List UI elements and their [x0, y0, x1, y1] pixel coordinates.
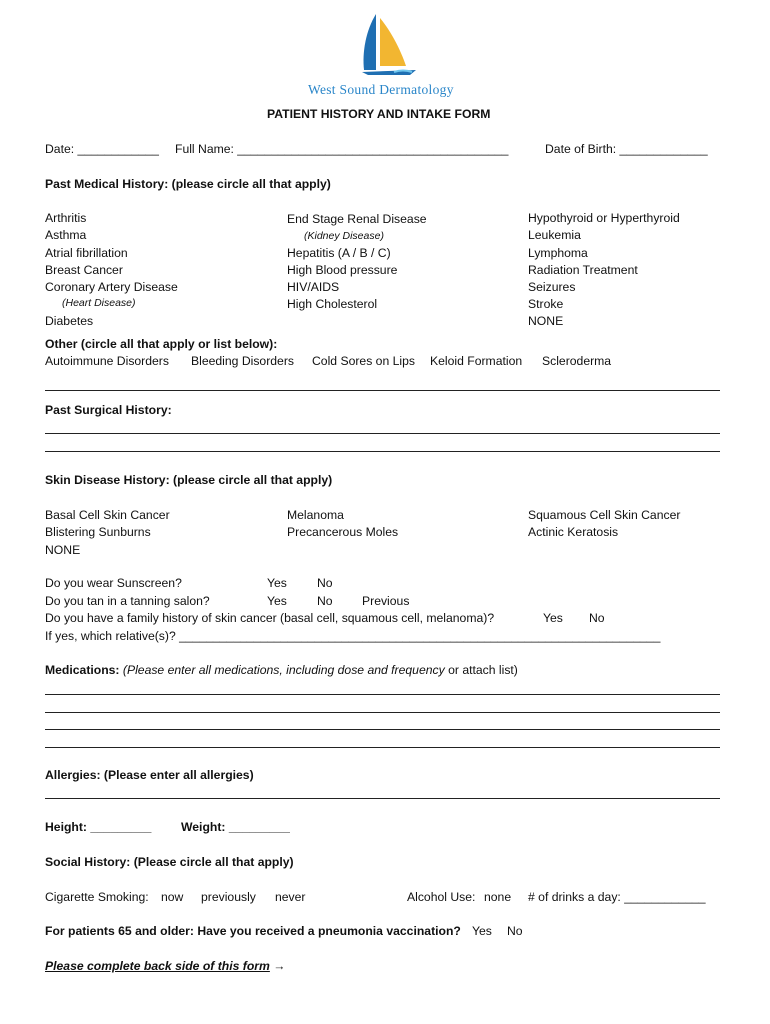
pmh-col1-item[interactable]: Arthritis [45, 211, 87, 225]
social-heading: Social History: (Please circle all that apply) [45, 855, 294, 869]
other-item[interactable]: Scleroderma [542, 354, 612, 368]
pneumonia-question: For patients 65 and older: Have you received a pneumonia vaccination? [45, 924, 461, 938]
sailboat-logo-icon [360, 12, 420, 76]
surgical-write-line[interactable] [45, 451, 720, 452]
pmh-col3-item[interactable]: NONE [528, 314, 564, 328]
date-field[interactable]: Date: ____________ [45, 142, 159, 156]
pmh-col3-item[interactable]: Leukemia [528, 228, 581, 242]
logo-text: West Sound Dermatology [308, 82, 454, 97]
skin-heading: Skin Disease History: (please circle all that apply) [45, 473, 333, 487]
form-title: PATIENT HISTORY AND INTAKE FORM [267, 107, 491, 121]
other-item[interactable]: Cold Sores on Lips [312, 354, 415, 368]
smoking-option[interactable]: never [275, 890, 306, 904]
other-heading: Other (circle all that apply or list below): [45, 337, 278, 351]
sunscreen-no[interactable]: No [317, 576, 333, 590]
medications-write-line[interactable] [45, 729, 720, 730]
medications-note: (Please enter all medications, including dose and frequency [122, 663, 445, 677]
skin-col2-item[interactable]: Melanoma [287, 508, 344, 522]
medications-heading-row [45, 663, 518, 677]
skin-col1-item[interactable]: NONE [45, 543, 81, 557]
family-history-question: Do you have a family history of skin cancer (basal cell, squamous cell, melanoma)? [45, 611, 495, 625]
other-item[interactable]: Keloid Formation [430, 354, 523, 368]
skin-col1-item[interactable]: Blistering Sunburns [45, 525, 151, 539]
height-field[interactable]: Height: _________ [45, 820, 152, 834]
surgical-heading: Past Surgical History: [45, 403, 172, 417]
pmh-col3-item[interactable]: Stroke [528, 297, 564, 311]
other-item[interactable]: Bleeding Disorders [191, 354, 294, 368]
family-history-yes[interactable]: Yes [543, 611, 563, 625]
sunscreen-question: Do you wear Sunscreen? [45, 576, 182, 590]
smoking-label: Cigarette Smoking: [45, 890, 149, 904]
medications-write-line[interactable] [45, 747, 720, 748]
full-name-field[interactable]: Full Name: ________________________________________ [175, 142, 509, 156]
weight-field[interactable]: Weight: _________ [181, 820, 290, 834]
pmh-col1-item[interactable]: Atrial fibrillation [45, 246, 128, 260]
pmh-col1-item[interactable]: Asthma [45, 228, 87, 242]
back-side-note [45, 959, 285, 973]
logo [360, 12, 420, 76]
tanning-yes[interactable]: Yes [267, 594, 287, 608]
pneumonia-yes[interactable]: Yes [472, 924, 492, 938]
smoking-option[interactable]: now [161, 890, 184, 904]
pneumonia-no[interactable]: No [507, 924, 523, 938]
pmh-col3-item[interactable]: Hypothyroid or Hyperthyroid [528, 211, 680, 225]
skin-col3-item[interactable]: Squamous Cell Skin Cancer [528, 508, 681, 522]
pmh-col1-note: (Heart Disease) [62, 297, 136, 309]
family-history-no[interactable]: No [589, 611, 605, 625]
pmh-col1-item[interactable]: Diabetes [45, 314, 94, 328]
pmh-col3-item[interactable]: Seizures [528, 280, 576, 294]
pmh-col2-note: (Kidney Disease) [304, 230, 384, 242]
arrow-right-icon: → [273, 959, 286, 973]
other-write-line[interactable] [45, 390, 720, 391]
dob-field[interactable]: Date of Birth: _____________ [545, 142, 708, 156]
smoking-option[interactable]: previously [201, 890, 256, 904]
sunscreen-yes[interactable]: Yes [267, 576, 287, 590]
alcohol-none[interactable]: none [484, 890, 512, 904]
skin-col3-item[interactable]: Actinic Keratosis [528, 525, 619, 539]
other-item[interactable]: Autoimmune Disorders [45, 354, 169, 368]
pmh-col2-item[interactable]: HIV/AIDS [287, 280, 340, 294]
medications-write-line[interactable] [45, 694, 720, 695]
skin-col2-item[interactable]: Precancerous Moles [287, 525, 399, 539]
medications-write-line[interactable] [45, 712, 720, 713]
tanning-previous[interactable]: Previous [362, 594, 410, 608]
pmh-col3-item[interactable]: Lymphoma [528, 246, 588, 260]
tanning-no[interactable]: No [317, 594, 333, 608]
relatives-field[interactable]: If yes, which relative(s)? _______________________________________________________________________ [45, 629, 661, 643]
pmh-col2-item[interactable]: End Stage Renal Disease [287, 212, 427, 226]
alcohol-label: Alcohol Use: [407, 890, 476, 904]
pmh-col3-item[interactable]: Radiation Treatment [528, 263, 638, 277]
allergies-heading: Allergies: (Please enter all allergies) [45, 768, 254, 782]
tanning-question: Do you tan in a tanning salon? [45, 594, 210, 608]
surgical-write-line[interactable] [45, 433, 720, 434]
drinks-field[interactable]: # of drinks a day: ____________ [528, 890, 706, 904]
pmh-col2-item[interactable]: High Blood pressure [287, 263, 398, 277]
medications-heading: Medications: [45, 663, 120, 677]
pmh-col1-item[interactable]: Coronary Artery Disease [45, 280, 178, 294]
medications-note-tail: or attach list) [448, 663, 518, 677]
pmh-col2-item[interactable]: Hepatitis (A / B / C) [287, 246, 391, 260]
back-side-text: Please complete back side of this form [45, 959, 270, 973]
allergies-write-line[interactable] [45, 798, 720, 799]
pmh-heading: Past Medical History: (please circle all that apply) [45, 177, 331, 191]
pmh-col2-item[interactable]: High Cholesterol [287, 297, 378, 311]
skin-col1-item[interactable]: Basal Cell Skin Cancer [45, 508, 170, 522]
pmh-col1-item[interactable]: Breast Cancer [45, 263, 123, 277]
